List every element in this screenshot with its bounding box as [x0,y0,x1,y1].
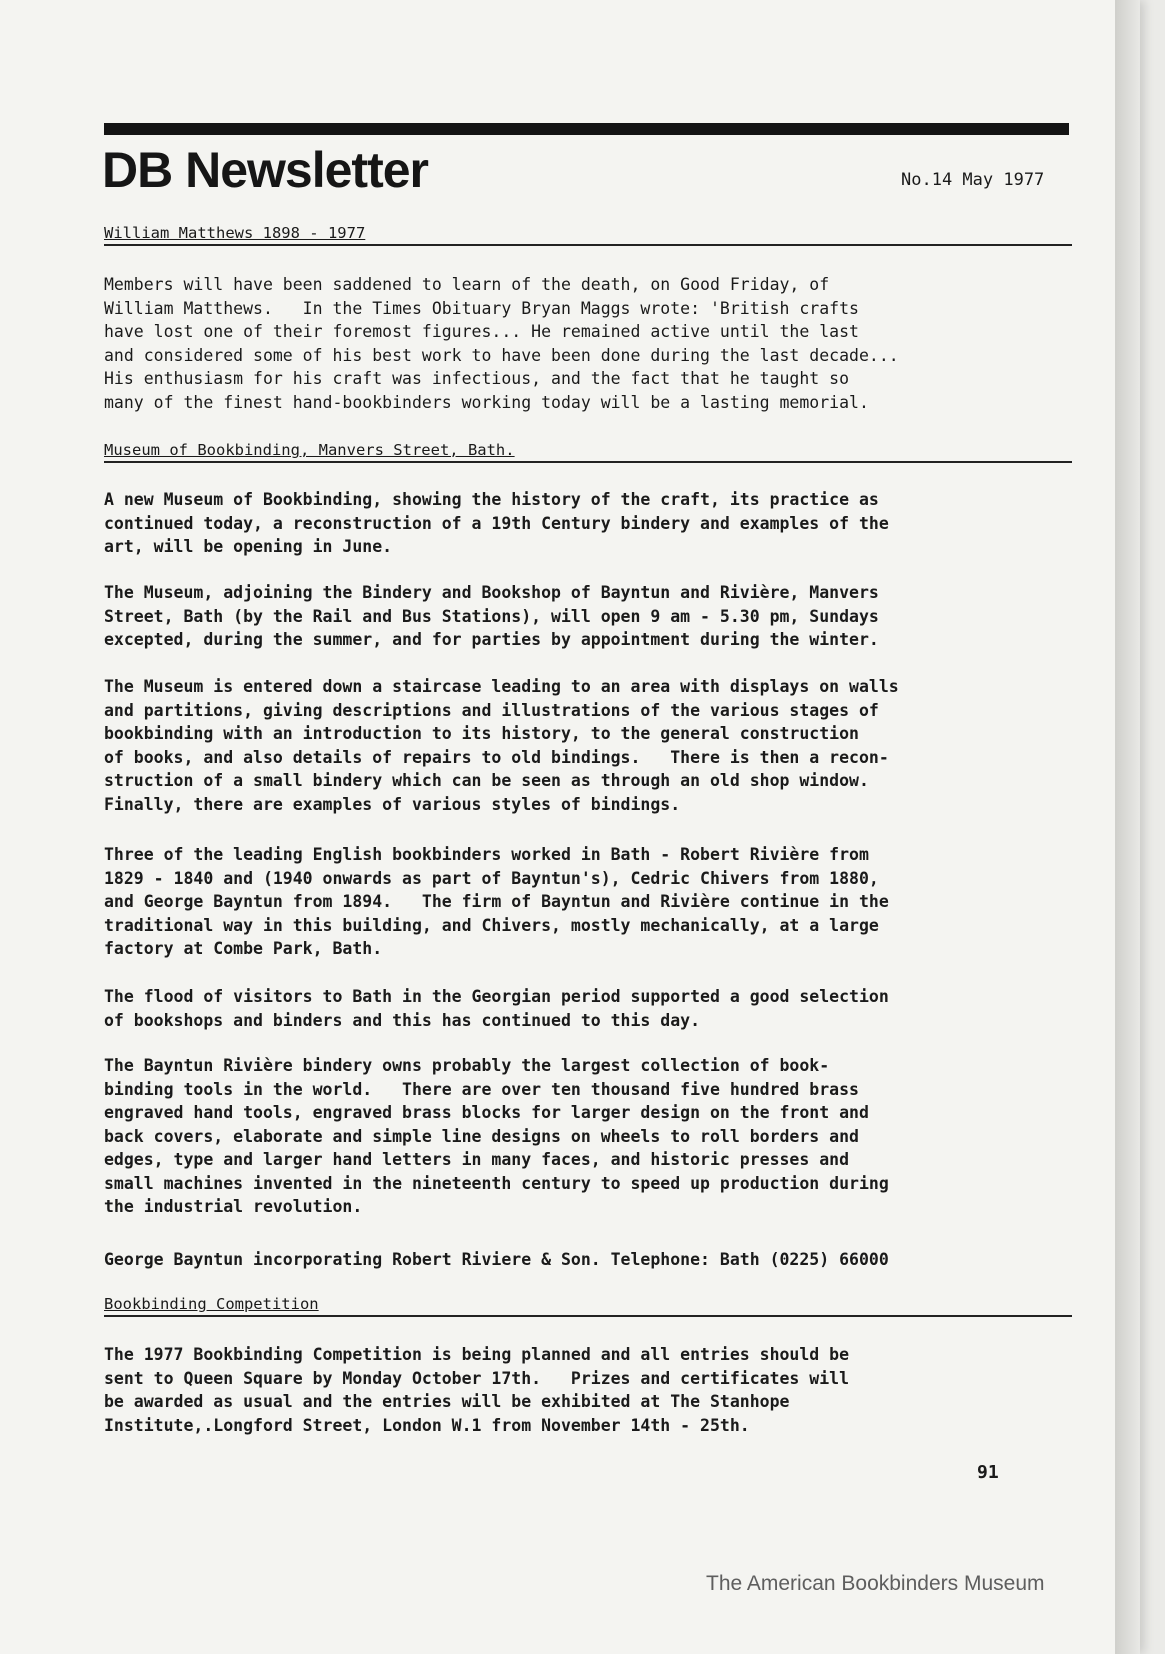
museum-paragraph-georgian: The flood of visitors to Bath in the Georgian period supported a good selection of bookshops and binders and this has continued to this day. [104,987,889,1030]
section-heading-museum-text: Museum of Bookbinding, Manvers Street, Bath. [104,441,515,459]
page-edge-shadow [1115,0,1140,1654]
masthead-rule [104,123,1069,135]
museum-contact-line: George Bayntun incorporating Robert Riviere & Son. Telephone: Bath (0225) 66000 [104,1250,889,1269]
obituary-paragraph: Members will have been saddened to learn of the death, on Good Friday, of William Matthews. In the Times Obituary Bryan Maggs wrote: 'British crafts have lost one of their foremost figures... He remained active until the last and considered some of his best work to have been done during the last decade... His enthusiasm for his craft was infectious, and the fact that he taught so many of the finest hand-bookbinders working today will be a lasting memorial. [104,275,899,412]
issue-number-date: No.14 May 1977 [901,170,1045,190]
museum-watermark: The American Bookbinders Museum [706,1572,1045,1595]
section-heading-competition [104,1294,1072,1317]
newsletter-title: DB Newsletter [102,142,428,198]
museum-paragraph-hours: The Museum, adjoining the Bindery and Bookshop of Bayntun and Rivière, Manvers Street, Bath (by the Rail and Bus Stations), will open 9 am - 5.30 pm, Sundays excepted, during the summer, and for parties by appointment during the winter. [104,583,879,649]
section-heading-museum [104,440,1072,463]
competition-paragraph: The 1977 Bookbinding Competition is being planned and all entries should be sent to Queen Square by Monday October 17th. Prizes and certificates will be awarded as usual and the entries will be exhibited at The Stanhope Institute,.Longford Street, London W.1 from November 14th - 25th. [104,1345,850,1435]
section-heading-obituary-text: William Matthews 1898 - 1977 [104,224,366,242]
museum-paragraph-tools: The Bayntun Rivière bindery owns probably the largest collection of book- binding tools in the world. There are over ten thousand five hundred brass engraved hand tools, engraved brass blocks for larger design on the front and back covers, elaborate and simple line designs on wheels to roll borders and edges, type and larger hand letters in many faces, and historic presses and small machines invented in the nineteenth century to speed up production during the industrial revolution. [104,1056,889,1216]
section-heading-obituary [104,223,1072,246]
museum-paragraph-intro: A new Museum of Bookbinding, showing the history of the craft, its practice as continued today, a reconstruction of a 19th Century bindery and examples of the art, will be opening in June. [104,490,889,556]
museum-paragraph-displays: The Museum is entered down a staircase leading to an area with displays on walls and partitions, giving descriptions and illustrations of the various stages of bookbinding with an introduction to its history, to the general construction of books, and also details of repairs to old bindings. There is then a recon- struction of a small bindery which can be seen as through an old shop window. Finally, there are examples of various styles of bindings. [104,677,899,814]
section-heading-competition-text: Bookbinding Competition [104,1295,319,1313]
page-number: 91 [977,1462,999,1483]
museum-paragraph-history: Three of the leading English bookbinders worked in Bath - Robert Rivière from 1829 - 1840 and (1940 onwards as part of Bayntun's), Cedric Chivers from 1880, and George Bayntun from 1894. The firm of Bayntun and Rivière continue in the traditional way in this building, and Chivers, mostly mechanically, at a large factory at Combe Park, Bath. [104,845,889,958]
